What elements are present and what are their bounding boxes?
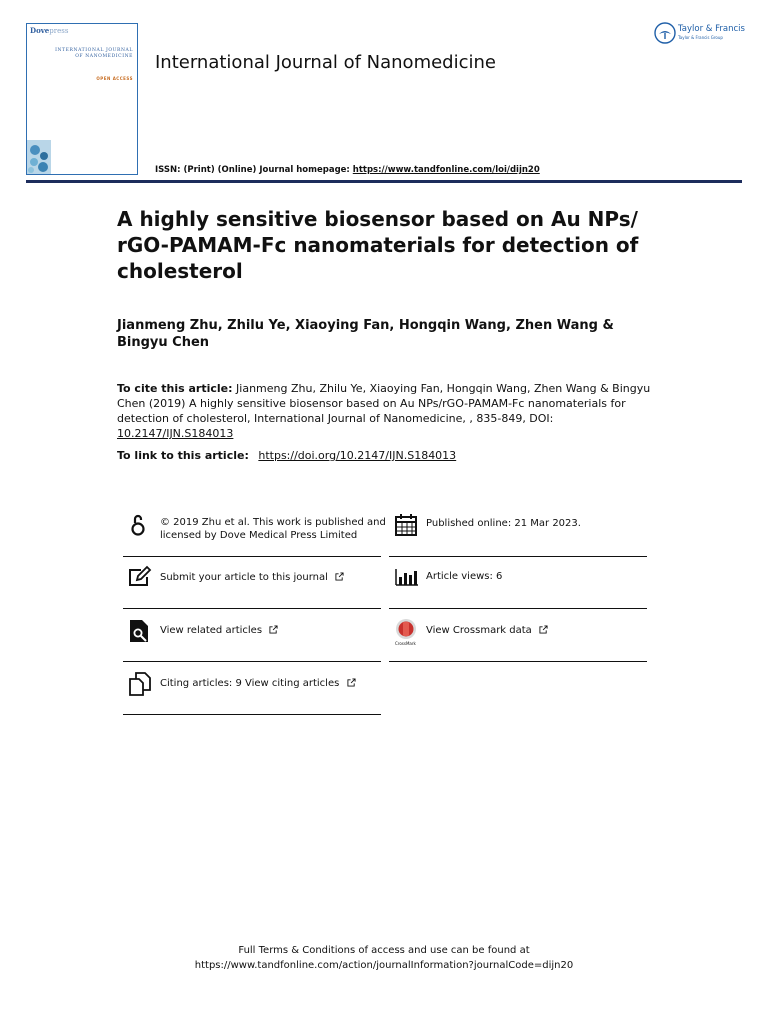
footer-terms (0, 943, 768, 973)
publisher-subname: Taylor & Francis Group (678, 35, 723, 40)
divider (389, 661, 647, 662)
external-link-icon (269, 625, 278, 634)
views-cell (389, 565, 647, 611)
taylor-francis-icon (654, 22, 676, 44)
external-link-icon (539, 625, 548, 634)
published-date: Published online: 21 Mar 2023. (426, 518, 581, 529)
license-text: © 2019 Zhu et al. This work is published and licensed by Dove Medical Press Limited (160, 517, 386, 541)
related-articles-link[interactable]: View related articles (160, 625, 278, 638)
cover-journal-name: INTERNATIONAL JOURNAL OF NANOMEDICINE (55, 48, 133, 59)
crossmark-cell[interactable] (389, 618, 647, 664)
issn-line (155, 165, 540, 175)
submit-article-link[interactable]: Submit your article to this journal (160, 572, 344, 585)
related-articles-icon (127, 618, 153, 644)
divider (389, 608, 647, 609)
divider (123, 714, 381, 715)
citing-articles-link[interactable]: Citing articles: 9 View citing articles (160, 678, 356, 691)
citing-articles-icon (127, 671, 153, 697)
cite-doi-link[interactable]: 10.2147/IJN.S184013 (117, 427, 234, 440)
dovepress-logo: Dovepress (30, 26, 69, 35)
citing-cell[interactable] (123, 671, 381, 717)
cover-artwork (27, 140, 51, 174)
doi-link[interactable]: https://doi.org/10.2147/IJN.S184013 (258, 449, 457, 462)
footer-terms-url[interactable]: https://www.tandfonline.com/action/journalInformation?journalCode=dijn20 (194, 960, 574, 971)
link-label: To link to this article: (117, 449, 249, 462)
footer-line1: Full Terms & Conditions of access and use can be found at (238, 945, 530, 956)
divider (123, 556, 381, 557)
divider (123, 608, 381, 609)
divider (389, 556, 647, 557)
external-link-icon (335, 572, 344, 581)
calendar-icon (393, 512, 419, 538)
publisher-name: Taylor & Francis (678, 24, 745, 34)
bar-chart-icon (393, 565, 419, 591)
article-title: A highly sensitive biosensor based on Au NPs/ rGO-PAMAM-Fc nanomaterials for detection of cholesterol (117, 207, 639, 283)
crossmark-caption: CrossMark (395, 641, 416, 646)
open-access-icon (127, 512, 153, 538)
external-link-icon (347, 678, 356, 687)
published-cell (389, 512, 647, 558)
edit-icon (127, 565, 153, 591)
journal-title: International Journal of Nanomedicine (155, 52, 496, 73)
issn-text: ISSN: (Print) (Online) Journal homepage: (155, 165, 350, 175)
taylor-francis-logo[interactable] (654, 22, 745, 48)
related-cell[interactable] (123, 618, 381, 664)
journal-homepage-link[interactable]: https://www.tandfonline.com/loi/dijn20 (352, 165, 540, 175)
header-divider (26, 180, 742, 183)
submit-cell[interactable] (123, 565, 381, 611)
crossmark-link[interactable]: View Crossmark data (426, 625, 548, 638)
divider (123, 661, 381, 662)
cite-text: Jianmeng Zhu, Zhilu Ye, Xiaoying Fan, Hongqin Wang, Zhen Wang & Bingyu Chen (2019) A highly sensitive biosensor based on Au NPs/rGO-PAMAM-Fc nanomaterials for detection of cholesterol, International Journal of Nanomedicine, , 835-849, DOI: (117, 382, 651, 425)
license-cell (123, 512, 386, 558)
citation-block (117, 381, 657, 441)
article-views: Article views: 6 (426, 571, 503, 582)
article-link-line (117, 449, 456, 462)
article-authors: Jianmeng Zhu, Zhilu Ye, Xiaoying Fan, Hongqin Wang, Zhen Wang & Bingyu Chen (117, 318, 614, 350)
journal-cover-image (26, 23, 138, 175)
cover-open-access: OPEN ACCESS (96, 76, 133, 81)
cite-label: To cite this article: (117, 382, 233, 395)
